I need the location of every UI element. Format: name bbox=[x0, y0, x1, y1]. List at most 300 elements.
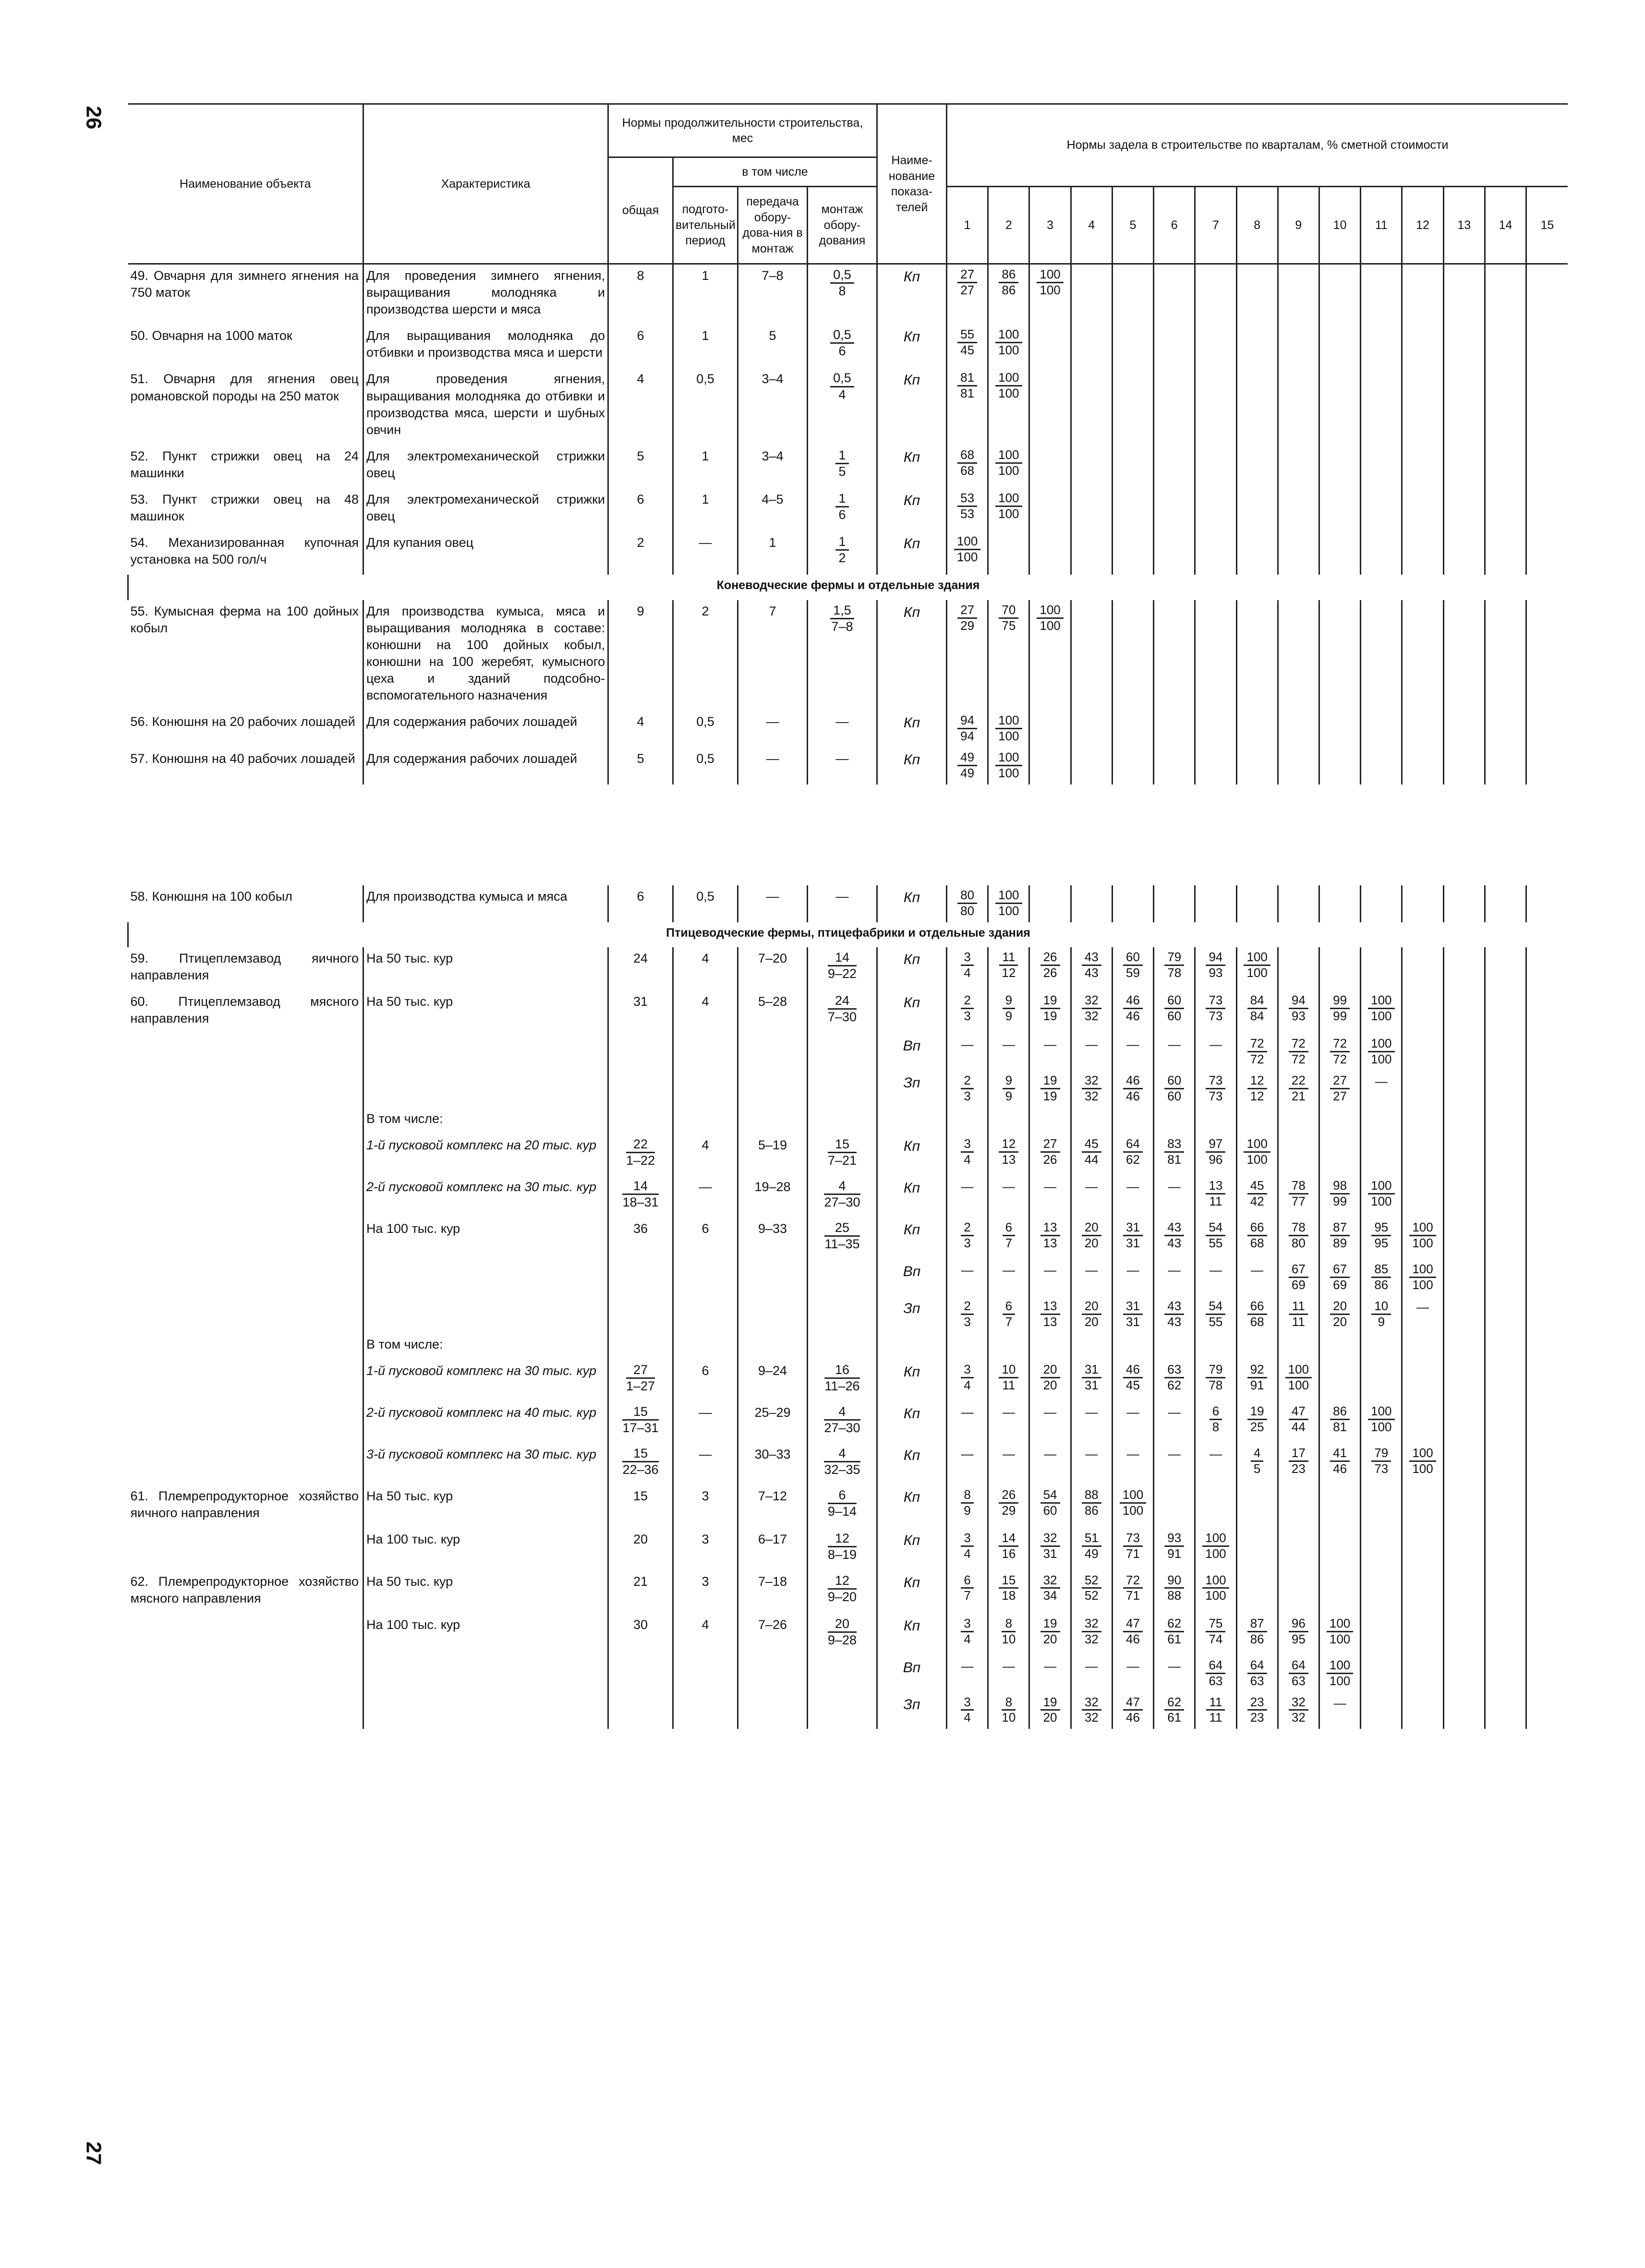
fraction-numerator: 8 bbox=[1002, 1695, 1016, 1711]
quarter-value-cell bbox=[1485, 325, 1526, 368]
quarter-value-cell bbox=[1112, 1071, 1153, 1108]
quarter-value-cell bbox=[1485, 1360, 1526, 1401]
quarter-value-cell bbox=[1278, 1296, 1319, 1333]
fraction-denominator: 80 bbox=[1291, 1236, 1306, 1251]
fraction-denominator: 4 bbox=[964, 1710, 971, 1725]
fraction-numerator: 60 bbox=[1164, 993, 1184, 1009]
fraction-numerator: 22 bbox=[626, 1137, 655, 1153]
fraction-numerator: 87 bbox=[1247, 1617, 1267, 1632]
quarter-value-cell bbox=[947, 711, 988, 748]
fraction-numerator: 72 bbox=[1330, 1037, 1350, 1052]
fraction bbox=[1330, 1299, 1350, 1329]
fraction bbox=[1244, 1137, 1270, 1167]
indicator-cell: Кп bbox=[877, 445, 947, 488]
fraction-numerator: 94 bbox=[957, 713, 977, 729]
quarter-value-cell bbox=[1485, 1034, 1526, 1071]
fraction-denominator: 31 bbox=[1126, 1314, 1140, 1329]
quarter-value-cell bbox=[1278, 1655, 1319, 1692]
fraction-numerator: 14 bbox=[999, 1531, 1018, 1547]
quarter-value-cell bbox=[1485, 1692, 1526, 1729]
fraction-numerator: 32 bbox=[1040, 1531, 1060, 1547]
total-duration-cell: 15 bbox=[608, 1485, 673, 1528]
quarter-value-cell: — bbox=[1319, 1692, 1360, 1729]
fraction bbox=[828, 1573, 857, 1604]
characteristic-cell: В том числе: bbox=[363, 1108, 608, 1134]
fraction bbox=[1330, 1074, 1350, 1104]
quarter-value-cell bbox=[1071, 531, 1112, 575]
quarter-value-cell bbox=[1195, 1528, 1236, 1570]
transfer-cell: 7–12 bbox=[738, 1485, 808, 1528]
quarter-value-cell bbox=[1154, 1360, 1195, 1401]
quarter-value-cell bbox=[947, 531, 988, 575]
fraction bbox=[995, 888, 1022, 918]
fraction-numerator: 19 bbox=[1040, 1617, 1060, 1632]
fraction bbox=[1206, 1220, 1225, 1251]
fraction-numerator: 93 bbox=[1164, 1531, 1184, 1547]
characteristic-cell: На 100 тыс. кур bbox=[363, 1528, 608, 1570]
fraction-numerator: 100 bbox=[1244, 1137, 1270, 1153]
prep-period-cell: 0,5 bbox=[673, 711, 738, 748]
quarter-value-cell bbox=[1402, 1259, 1443, 1296]
fraction bbox=[1206, 1299, 1225, 1329]
quarter-value-cell bbox=[988, 1108, 1029, 1134]
transfer-cell: — bbox=[738, 748, 808, 784]
fraction bbox=[1040, 1573, 1060, 1604]
fraction-numerator: 94 bbox=[1289, 993, 1308, 1009]
total-duration-cell: 36 bbox=[608, 1218, 673, 1259]
quarter-value-cell bbox=[1402, 368, 1443, 445]
fraction-numerator: 79 bbox=[1206, 1363, 1225, 1378]
quarter-value-cell bbox=[1071, 368, 1112, 445]
quarter-value-cell bbox=[1236, 1333, 1278, 1360]
quarter-value-cell bbox=[1029, 1218, 1071, 1259]
quarter-value-cell bbox=[1071, 1485, 1112, 1528]
quarter-value-cell bbox=[1195, 1692, 1236, 1729]
fraction-denominator: 100 bbox=[1122, 1503, 1144, 1518]
quarter-value-cell bbox=[988, 488, 1029, 531]
quarter-value-cell bbox=[1319, 1655, 1360, 1692]
fraction-numerator: 20 bbox=[1330, 1299, 1350, 1315]
characteristic-cell bbox=[363, 1655, 608, 1692]
fraction bbox=[1164, 1573, 1184, 1604]
quarter-value-cell: — bbox=[1154, 1259, 1195, 1296]
quarter-value-cell bbox=[988, 1071, 1029, 1108]
fraction-denominator: 60 bbox=[1167, 1009, 1182, 1024]
quarter-value-cell: — bbox=[1154, 1655, 1195, 1692]
fraction-numerator: 3 bbox=[961, 1695, 973, 1711]
fraction bbox=[961, 1363, 973, 1393]
fraction-numerator: 63 bbox=[1164, 1363, 1184, 1378]
fraction-denominator: 89 bbox=[1333, 1236, 1347, 1251]
fraction bbox=[999, 1363, 1018, 1393]
quarter-value-cell bbox=[1319, 1108, 1360, 1134]
fraction-numerator: 94 bbox=[1206, 950, 1225, 966]
fraction-denominator: 3 bbox=[964, 1314, 971, 1329]
quarter-value-cell bbox=[1443, 1655, 1485, 1692]
prep-period-cell bbox=[673, 1108, 738, 1134]
quarter-value-cell bbox=[1071, 947, 1112, 990]
quarter-value-cell bbox=[1402, 1443, 1443, 1485]
quarter-value-cell: — bbox=[1195, 1034, 1236, 1071]
quarter-value-cell bbox=[1443, 1333, 1485, 1360]
quarter-value-cell bbox=[988, 1333, 1029, 1360]
fraction-numerator: 0,5 bbox=[830, 267, 854, 284]
fraction-numerator: 24 bbox=[828, 993, 857, 1010]
quarter-value-cell bbox=[1319, 1401, 1360, 1443]
fraction-denominator: 95 bbox=[1374, 1236, 1389, 1251]
object-name-cell bbox=[128, 1443, 363, 1485]
fraction-numerator: 11 bbox=[999, 950, 1018, 966]
install-cell bbox=[808, 1360, 877, 1401]
characteristic-cell: Для проведения ягнения, выращивания молодняка до отбивки и производства мяса, шерсти и шубных овчин bbox=[363, 368, 608, 445]
fraction-numerator: 73 bbox=[1206, 993, 1225, 1009]
quarter-value-cell bbox=[1526, 1528, 1568, 1570]
quarter-value-cell bbox=[1154, 1528, 1195, 1570]
quarter-value-cell bbox=[1195, 264, 1236, 325]
table-row bbox=[128, 885, 1568, 922]
quarter-value-cell bbox=[1236, 264, 1278, 325]
quarter-value-cell bbox=[1154, 264, 1195, 325]
fraction-denominator: 29 bbox=[960, 618, 975, 633]
quarter-value-cell bbox=[1278, 711, 1319, 748]
quarter-value-cell: — bbox=[1071, 1176, 1112, 1218]
quarter-value-cell bbox=[1443, 1360, 1485, 1401]
total-duration-cell bbox=[608, 1443, 673, 1485]
quarter-value-cell bbox=[1361, 1176, 1402, 1218]
fraction-denominator: 53 bbox=[960, 506, 975, 521]
fraction bbox=[824, 1363, 859, 1394]
fraction bbox=[957, 750, 977, 781]
fraction bbox=[957, 267, 977, 298]
fraction-numerator: 100 bbox=[995, 371, 1022, 386]
fraction-numerator: 11 bbox=[1206, 1695, 1225, 1711]
quarter-value-cell bbox=[988, 1296, 1029, 1333]
fraction-denominator: 60 bbox=[1167, 1088, 1182, 1103]
fraction bbox=[961, 1137, 973, 1167]
fraction bbox=[1002, 1617, 1016, 1647]
quarter-value-cell bbox=[1526, 1296, 1568, 1333]
total-duration-cell: 6 bbox=[608, 885, 673, 922]
quarter-value-cell bbox=[1154, 1134, 1195, 1176]
fraction-denominator: 32 bbox=[1084, 1009, 1099, 1024]
fraction-numerator: 1 bbox=[835, 491, 848, 507]
fraction-denominator: 100 bbox=[1329, 1673, 1351, 1688]
table-row bbox=[128, 445, 1568, 488]
fraction-denominator: 7–30 bbox=[827, 1010, 857, 1025]
fraction bbox=[1040, 1137, 1060, 1167]
install-cell bbox=[808, 1134, 877, 1176]
quarter-value-cell bbox=[1485, 1176, 1526, 1218]
fraction-numerator: 100 bbox=[995, 491, 1022, 507]
quarter-value-cell bbox=[1443, 1692, 1485, 1729]
object-name-cell: 61. Племрепродукторное хозяйство яичного направления bbox=[130, 1489, 359, 1520]
fraction-denominator: 31 bbox=[1043, 1546, 1057, 1561]
fraction-numerator: 54 bbox=[1040, 1488, 1060, 1504]
fraction-numerator: 43 bbox=[1164, 1220, 1184, 1236]
fraction-denominator: 11 bbox=[1209, 1710, 1222, 1725]
header-prep: подгото-вительный период bbox=[673, 187, 738, 264]
fraction bbox=[1123, 1695, 1143, 1725]
quarter-value-cell bbox=[1112, 1333, 1153, 1360]
transfer-cell: 3–4 bbox=[738, 368, 808, 445]
prep-period-cell bbox=[673, 1034, 738, 1071]
fraction-denominator: 100 bbox=[956, 550, 978, 565]
quarter-value-cell bbox=[947, 1071, 988, 1108]
fraction-denominator: 81 bbox=[960, 386, 975, 401]
transfer-cell bbox=[738, 1259, 808, 1296]
fraction bbox=[1368, 1037, 1394, 1067]
fraction-numerator: 86 bbox=[999, 267, 1018, 283]
quarter-value-cell bbox=[1236, 1296, 1278, 1333]
fraction-denominator: 13 bbox=[1043, 1236, 1057, 1251]
fraction-numerator: 3 bbox=[961, 1617, 973, 1632]
fraction-numerator: 3 bbox=[961, 1531, 973, 1547]
fraction bbox=[1082, 1573, 1101, 1604]
quarter-value-cell: — bbox=[1071, 1259, 1112, 1296]
quarter-value-cell: — bbox=[1195, 1259, 1236, 1296]
object-name-cell bbox=[128, 1108, 363, 1134]
prep-period-cell: 1 bbox=[673, 264, 738, 325]
fraction bbox=[1247, 1179, 1267, 1209]
fraction bbox=[1244, 950, 1270, 980]
quarter-value-cell bbox=[1154, 990, 1195, 1034]
header-install: монтаж обору-дования bbox=[808, 187, 877, 264]
object-name-cell: 58. Конюшня на 100 кобыл bbox=[130, 889, 292, 904]
quarter-value-cell bbox=[1278, 990, 1319, 1034]
fraction-denominator: 27 bbox=[960, 282, 975, 297]
fraction bbox=[830, 327, 854, 359]
fraction-numerator: 100 bbox=[1244, 950, 1270, 966]
fraction-numerator: 100 bbox=[1202, 1573, 1229, 1589]
quarter-value-cell bbox=[1236, 1614, 1278, 1655]
fraction-denominator: 100 bbox=[1371, 1194, 1392, 1208]
quarter-header: 15 bbox=[1526, 187, 1568, 264]
quarter-value-cell: — bbox=[1112, 1034, 1153, 1071]
characteristic-cell: Для производства кумыса, мяса и выращивания молодняка в составе: конюшни на 100 дойных кобыл, конюшни на 100 жеребят, кумысного цеха и зданий подсобно-вспомогательного назначения bbox=[363, 600, 608, 711]
quarter-value-cell bbox=[1443, 1614, 1485, 1655]
fraction-numerator: 15 bbox=[999, 1573, 1018, 1589]
object-name-cell: 57. Конюшня на 40 рабочих лошадей bbox=[130, 751, 355, 766]
fraction-denominator: 100 bbox=[998, 903, 1019, 918]
characteristic-cell: 1-й пусковой комплекс на 30 тыс. кур bbox=[363, 1360, 608, 1401]
fraction-denominator: 4 bbox=[964, 965, 971, 980]
quarter-value-cell bbox=[1112, 1134, 1153, 1176]
quarter-value-cell bbox=[1112, 1570, 1153, 1614]
fraction-numerator: 20 bbox=[1040, 1363, 1060, 1378]
quarter-value-cell bbox=[1195, 1218, 1236, 1259]
fraction-numerator: 26 bbox=[999, 1488, 1018, 1504]
quarter-value-cell bbox=[1319, 531, 1360, 575]
quarter-value-cell bbox=[1236, 1360, 1278, 1401]
quarter-value-cell bbox=[947, 1296, 988, 1333]
fraction bbox=[1289, 1617, 1308, 1647]
fraction-numerator: 2 bbox=[961, 1220, 973, 1236]
fraction-denominator: 81 bbox=[1167, 1152, 1182, 1167]
quarter-value-cell bbox=[1154, 1296, 1195, 1333]
fraction-numerator: 78 bbox=[1289, 1179, 1308, 1194]
quarter-value-cell bbox=[1402, 488, 1443, 531]
fraction-numerator: 73 bbox=[1206, 1074, 1225, 1089]
quarter-value-cell bbox=[1236, 531, 1278, 575]
quarter-value-cell bbox=[1361, 1570, 1402, 1614]
quarter-value-cell bbox=[1361, 1443, 1402, 1485]
quarter-value-cell bbox=[1154, 1333, 1195, 1360]
fraction-denominator: 100 bbox=[998, 729, 1019, 744]
fraction-numerator: 32 bbox=[1082, 1074, 1101, 1089]
quarter-value-cell: — bbox=[1029, 1655, 1071, 1692]
prep-period-cell: — bbox=[673, 1443, 738, 1485]
quarter-value-cell bbox=[1071, 325, 1112, 368]
quarter-value-cell bbox=[988, 445, 1029, 488]
quarter-value-cell bbox=[1485, 885, 1526, 922]
object-name-cell: 62. Племрепродукторное хозяйство мясного направления bbox=[130, 1574, 359, 1605]
quarter-value-cell bbox=[947, 1614, 988, 1655]
quarter-value-cell bbox=[1236, 325, 1278, 368]
fraction-denominator: 11–26 bbox=[824, 1378, 860, 1393]
fraction bbox=[1040, 1363, 1060, 1393]
fraction-denominator: 52 bbox=[1084, 1588, 1099, 1603]
quarter-value-cell bbox=[1236, 368, 1278, 445]
total-duration-cell bbox=[608, 1259, 673, 1296]
quarter-value-cell bbox=[1361, 1218, 1402, 1259]
fraction-denominator: 11–35 bbox=[824, 1237, 860, 1252]
quarter-value-cell bbox=[1278, 1485, 1319, 1528]
quarter-value-cell bbox=[1361, 748, 1402, 784]
fraction bbox=[1082, 1220, 1101, 1251]
fraction-numerator: 46 bbox=[1123, 1074, 1143, 1089]
total-duration-cell: 6 bbox=[608, 325, 673, 368]
fraction-denominator: 4 bbox=[964, 1546, 971, 1561]
indicator-cell: Кп bbox=[877, 1443, 947, 1485]
fraction-denominator: 7 bbox=[1005, 1236, 1013, 1251]
indicator-cell: Вп bbox=[877, 1655, 947, 1692]
fraction-denominator: 2 bbox=[838, 551, 846, 566]
spacer-row bbox=[128, 784, 1568, 885]
indicator-cell: Кп bbox=[877, 488, 947, 531]
quarter-value-cell bbox=[1526, 711, 1568, 748]
fraction-denominator: 100 bbox=[1246, 965, 1268, 980]
characteristic-cell: Для купания овец bbox=[363, 531, 608, 575]
fraction-numerator: 100 bbox=[1327, 1617, 1353, 1632]
prep-period-cell: — bbox=[673, 1401, 738, 1443]
quarter-value-cell bbox=[988, 325, 1029, 368]
quarter-value-cell bbox=[1485, 711, 1526, 748]
fraction-denominator: 7 bbox=[1005, 1314, 1013, 1329]
quarter-value-cell bbox=[1195, 748, 1236, 784]
fraction bbox=[1206, 1179, 1225, 1209]
quarter-value-cell bbox=[1278, 325, 1319, 368]
fraction bbox=[1040, 1299, 1060, 1329]
page-number-top: 26 bbox=[82, 106, 106, 130]
install-cell bbox=[808, 1528, 877, 1570]
fraction-numerator: 88 bbox=[1082, 1488, 1101, 1504]
quarter-value-cell bbox=[1443, 1296, 1485, 1333]
fraction bbox=[830, 371, 854, 402]
characteristic-cell: Для электромеханической стрижки овец bbox=[363, 445, 608, 488]
fraction bbox=[1206, 950, 1225, 980]
transfer-cell bbox=[738, 1071, 808, 1108]
fraction-denominator: 29 bbox=[1002, 1503, 1016, 1518]
quarter-value-cell bbox=[1526, 368, 1568, 445]
fraction-numerator: 6 bbox=[1210, 1404, 1222, 1420]
quarter-value-cell bbox=[1029, 600, 1071, 711]
fraction-denominator: 4 bbox=[964, 1152, 971, 1167]
quarter-value-cell bbox=[1278, 368, 1319, 445]
install-cell: — bbox=[808, 885, 877, 922]
total-duration-cell: 20 bbox=[608, 1528, 673, 1570]
fraction-numerator: 32 bbox=[1082, 1617, 1101, 1632]
quarter-value-cell bbox=[1236, 1401, 1278, 1443]
fraction-numerator: 32 bbox=[1082, 1695, 1101, 1711]
install-cell bbox=[808, 1401, 877, 1443]
object-name-cell: 54. Механизированная купочная установка на 500 гол/ч bbox=[130, 535, 359, 567]
quarter-value-cell bbox=[1029, 1485, 1071, 1528]
quarter-value-cell bbox=[1361, 368, 1402, 445]
fraction bbox=[824, 1446, 860, 1477]
fraction bbox=[1371, 1446, 1391, 1476]
quarter-value-cell bbox=[1029, 445, 1071, 488]
indicator-cell: Кп bbox=[877, 1570, 947, 1614]
fraction-numerator: 27 bbox=[1040, 1137, 1060, 1153]
fraction bbox=[1003, 1220, 1015, 1251]
quarter-header: 12 bbox=[1402, 187, 1443, 264]
fraction bbox=[1330, 1220, 1350, 1251]
fraction-denominator: 9 bbox=[1005, 1088, 1013, 1103]
fraction-denominator: 5 bbox=[1253, 1461, 1261, 1476]
fraction-denominator: 9–14 bbox=[827, 1504, 857, 1519]
quarter-value-cell bbox=[1154, 368, 1195, 445]
fraction-denominator: 20 bbox=[1043, 1631, 1057, 1646]
fraction-denominator: 72 bbox=[1333, 1052, 1347, 1067]
quarter-value-cell bbox=[1526, 600, 1568, 711]
quarter-value-cell bbox=[1236, 1692, 1278, 1729]
install-cell bbox=[808, 1218, 877, 1259]
quarter-value-cell bbox=[1402, 1218, 1443, 1259]
quarter-value-cell bbox=[1485, 1108, 1526, 1134]
fraction-numerator: 10 bbox=[1371, 1299, 1391, 1315]
quarter-value-cell bbox=[1443, 1259, 1485, 1296]
quarter-value-cell bbox=[1029, 1360, 1071, 1401]
quarter-value-cell bbox=[1402, 990, 1443, 1034]
table-row bbox=[128, 1218, 1568, 1259]
install-cell bbox=[808, 990, 877, 1034]
quarter-value-cell bbox=[1319, 368, 1360, 445]
fraction-denominator: 8 bbox=[1212, 1419, 1220, 1434]
quarter-value-cell bbox=[1485, 1071, 1526, 1108]
quarter-value-cell bbox=[1154, 445, 1195, 488]
quarter-value-cell bbox=[1071, 1218, 1112, 1259]
fraction-denominator: 4 bbox=[964, 1631, 971, 1646]
table-row bbox=[128, 1108, 1568, 1134]
table-row bbox=[128, 1443, 1568, 1485]
quarter-value-cell bbox=[1071, 711, 1112, 748]
quarter-value-cell: — bbox=[947, 1034, 988, 1071]
quarter-value-cell bbox=[1402, 445, 1443, 488]
fraction-denominator: 86 bbox=[1374, 1278, 1389, 1292]
install-cell bbox=[808, 1296, 877, 1333]
quarter-value-cell: — bbox=[1071, 1443, 1112, 1485]
fraction-numerator: 98 bbox=[1330, 1179, 1350, 1194]
fraction-denominator: 11 bbox=[1209, 1194, 1222, 1208]
characteristic-cell: Для электромеханической стрижки овец bbox=[363, 488, 608, 531]
quarter-value-cell bbox=[1278, 264, 1319, 325]
fraction bbox=[1289, 1262, 1308, 1292]
fraction-numerator: 1 bbox=[835, 534, 848, 551]
fraction bbox=[1409, 1262, 1436, 1292]
fraction bbox=[1206, 1658, 1225, 1689]
quarter-value-cell bbox=[1071, 1360, 1112, 1401]
quarter-value-cell bbox=[1278, 1108, 1319, 1134]
